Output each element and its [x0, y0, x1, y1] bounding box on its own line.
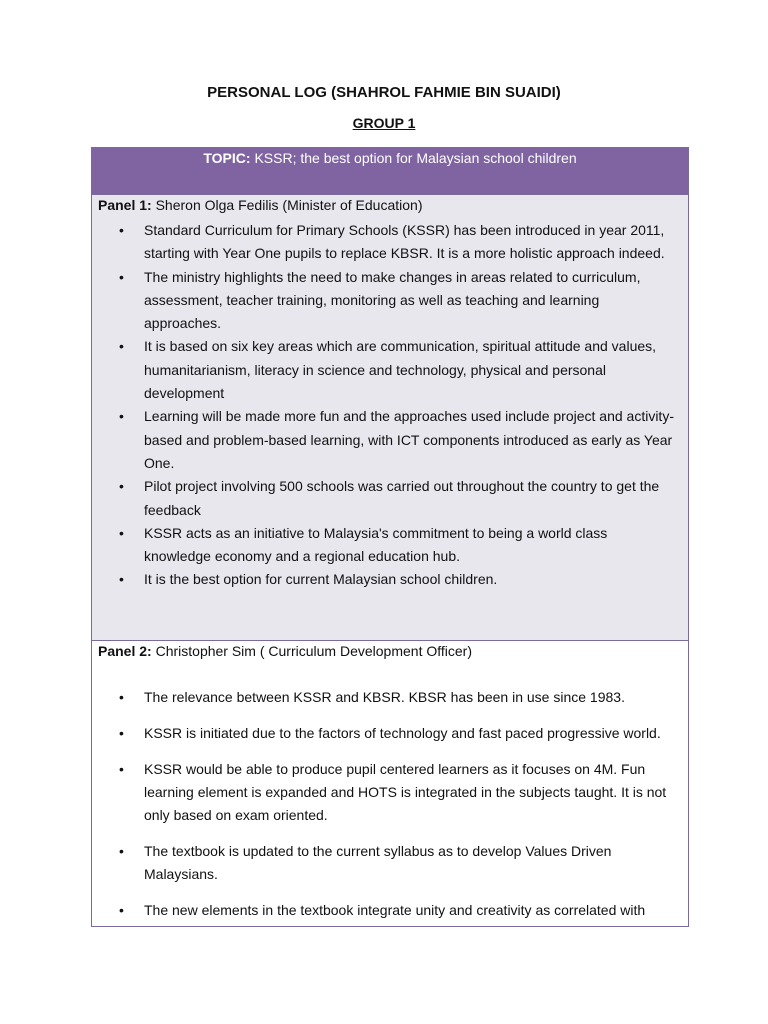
list-item: • It is based on six key areas which are communication, spiritual attitude and values, humanitarianism, literacy in science and technology, physical and personal development [98, 335, 682, 405]
list-item: • KSSR is initiated due to the factors of technology and fast paced progressive world. [98, 722, 682, 745]
list-item: • Standard Curriculum for Primary Schools (KSSR) has been introduced in year 2011, starting with Year One pupils to replace KBSR. It is a more holistic approach indeed. [98, 219, 682, 266]
page-title: PERSONAL LOG (SHAHROL FAHMIE BIN SUAIDI) [207, 84, 561, 101]
list-item: • KSSR would be able to produce pupil centered learners as it focuses on 4M. Fun learning element is expanded and HOTS is integrated in the subjects taught. It is not only based on exam oriented. [98, 758, 682, 828]
list-item: • Learning will be made more fun and the approaches used include project and activity-based and problem-based learning, with ICT components introduced as early as Year One. [98, 405, 682, 475]
panel-1-cell [92, 195, 688, 641]
list-item: • The new elements in the textbook integrate unity and creativity as correlated with [98, 899, 682, 922]
log-table [91, 147, 689, 927]
group-heading: GROUP 1 [352, 115, 416, 131]
panel-2-speaker: Christopher Sim ( Curriculum Development Officer) [155, 643, 472, 659]
panel-2-heading [98, 641, 682, 661]
list-item: • The textbook is updated to the current syllabus as to develop Values Driven Malaysians. [98, 840, 682, 887]
topic-label: TOPIC: [203, 150, 251, 166]
panel-2-points [98, 686, 682, 922]
panel-2-label: Panel 2: [98, 643, 152, 659]
list-item: • It is the best option for current Malaysian school children. [98, 568, 682, 591]
topic-text: KSSR; the best option for Malaysian school children [254, 150, 577, 166]
topic-row [92, 148, 688, 195]
list-item: • Pilot project involving 500 schools was carried out throughout the country to get the feedback [98, 475, 682, 522]
panel-1-label: Panel 1: [98, 197, 152, 213]
list-item: • KSSR acts as an initiative to Malaysia's commitment to being a world class knowledge economy and a regional education hub. [98, 522, 682, 569]
list-item: • The ministry highlights the need to make changes in areas related to curriculum, assessment, teacher training, monitoring as well as teaching and learning approaches. [98, 266, 682, 336]
panel-1-speaker: Sheron Olga Fedilis (Minister of Education) [155, 197, 423, 213]
list-item: • The relevance between KSSR and KBSR. KBSR has been in use since 1983. [98, 686, 682, 709]
panel-2-cell [92, 641, 688, 926]
panel-1-heading [98, 195, 682, 215]
panel-1-points [98, 219, 682, 592]
